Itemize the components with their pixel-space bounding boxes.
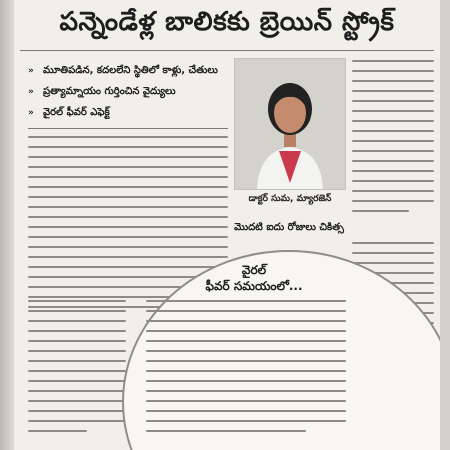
doctor-photo (234, 58, 346, 190)
headline-rule (20, 50, 434, 51)
summary-bullet-text: మూతిపడిన, కదలలేని స్థితిలో కాళ్లు, చేతులు (43, 65, 218, 76)
article-headline: పన్నెండేళ్ల బాలికకు బ్రెయిన్ స్ట్రోక్ (59, 7, 395, 37)
summary-bullet (28, 104, 233, 122)
highlight-box-title (164, 262, 344, 294)
photo-caption: డాక్టర్ సుమ, మ్యారజెన్ (248, 194, 332, 204)
double-chevron-right-icon: » (28, 87, 34, 97)
summary-bullets (28, 62, 233, 125)
adjacent-page-edge (0, 0, 14, 450)
section-subheading: మొదటి ఐదు రోజులు చికిత్స (234, 222, 344, 233)
double-chevron-right-icon: » (28, 108, 34, 118)
bullets-rule (28, 128, 228, 129)
summary-bullet-text: వైరల్ ఫీవర్ ఎఫెక్ట్ (43, 107, 110, 118)
newspaper-clipping (14, 0, 440, 450)
highlight-box-title-line1: వైరల్ (241, 263, 267, 277)
double-chevron-right-icon: » (28, 66, 34, 76)
summary-bullet (28, 62, 233, 80)
highlight-box-title-line2: ఫీవర్ సమయంలో... (205, 279, 303, 293)
summary-bullet (28, 83, 233, 101)
body-column-left-bottom (28, 300, 126, 440)
summary-bullet-text: ప్రత్యామ్నాయం గుర్తించిన వైద్యులు (43, 86, 176, 97)
body-column-right-top (352, 60, 434, 220)
doctor-portrait-illustration (235, 59, 345, 189)
highlight-box-text (146, 300, 346, 440)
